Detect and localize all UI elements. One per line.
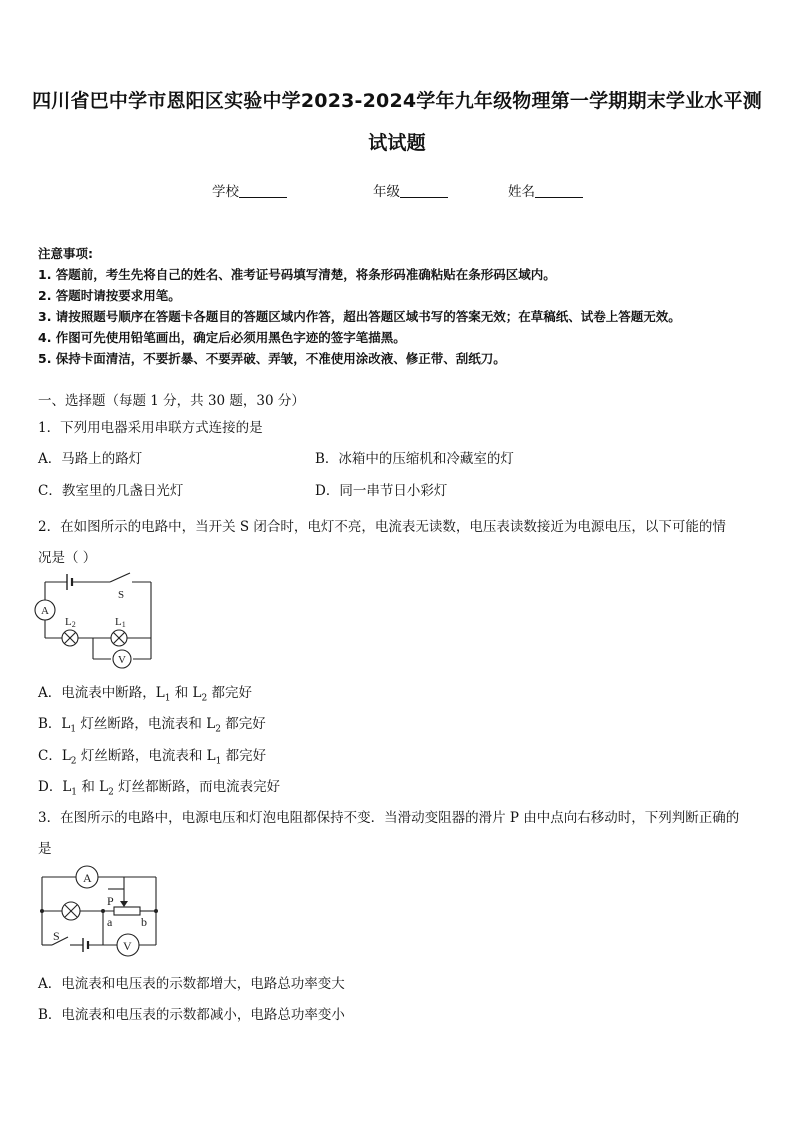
page-title-line2: 试试题 — [368, 132, 426, 154]
q1-option-d: D．同一串节日小彩灯 — [315, 483, 448, 499]
notice-heading: 注意事项: — [38, 246, 93, 261]
page-title-line1: 四川省巴中学市恩阳区实验中学2023-2024学年九年级物理第一学期期末学业水平测 — [32, 90, 762, 112]
q2-option-c: C．$L_2$ 灯丝断路，电流表和 $L_1$ 都完好 — [38, 748, 267, 767]
q3-end-a-label: a — [107, 915, 113, 929]
q2-stem-line1: 2．在如图所示的电路中，当开关 S 闭合时，电灯不亮，电流表无读数，电压表读数接近为电源电压，以下可能的情 — [38, 519, 726, 535]
q2-lamp1-label: L1 — [115, 616, 126, 629]
q3-voltmeter-label: V — [123, 939, 132, 953]
notice-item: 2. 答题时请按要求用笔。 — [38, 288, 181, 303]
q1-option-a: A．马路上的路灯 — [38, 451, 143, 467]
q1-option-b: B．冰箱中的压缩机和冷藏室的灯 — [315, 451, 514, 467]
q3-ammeter-label: A — [83, 871, 92, 885]
name-label: 姓名 — [508, 184, 535, 200]
q2-option-d: D．$L_1$ 和 $L_2$ 灯丝都断路，而电流表完好 — [38, 779, 281, 798]
q3-switch-label: S — [53, 929, 60, 943]
section-heading: 一、选择题（每题 1 分，共 30 题，30 分） — [38, 393, 305, 409]
notice-item: 4. 作图可先使用铅笔画出，确定后必须用黑色字迹的签字笔描黑。 — [38, 330, 406, 345]
notice-item: 3. 请按照题号顺序在答题卡各题目的答题区域内作答，超出答题区域书写的答案无效；在草稿纸、试卷上答题无效。 — [38, 309, 681, 324]
q3-circuit-diagram — [38, 864, 162, 962]
q1-stem: 1．下列用电器采用串联方式连接的是 — [38, 420, 263, 436]
school-field — [212, 180, 287, 200]
q2-stem-line2: 况是（ ） — [38, 550, 97, 566]
grade-field — [373, 180, 448, 200]
q2-voltmeter-label: V — [118, 654, 126, 666]
q3-option-b: B．电流表和电压表的示数都减小，电路总功率变小 — [38, 1007, 345, 1023]
q2-circuit-diagram — [34, 572, 156, 668]
q3-slider-label: P — [107, 894, 114, 908]
q2-lamp2-label: L2 — [65, 616, 76, 629]
q2-option-b: B．$L_1$ 灯丝断路，电流表和 $L_2$ 都完好 — [38, 716, 266, 735]
q2-switch-label: S — [118, 589, 125, 601]
grade-blank — [400, 184, 448, 198]
q3-stem-line2: 是 — [38, 841, 52, 857]
school-blank — [239, 184, 287, 198]
q3-option-a: A．电流表和电压表的示数都增大，电路总功率变大 — [38, 976, 345, 992]
q3-end-b-label: b — [141, 915, 147, 929]
q3-stem-line1: 3．在图所示的电路中，电源电压和灯泡电阻都保持不变．当滑动变阻器的滑片 P 由中点向右移动时，下列判断正确的 — [38, 810, 740, 826]
q2-ammeter-label: A — [41, 605, 49, 617]
q1-option-c: C．教室里的几盏日光灯 — [38, 483, 184, 499]
notice-item: 1. 答题前，考生先将自己的姓名、准考证号码填写清楚，将条形码准确粘贴在条形码区域内。 — [38, 267, 556, 282]
grade-label: 年级 — [373, 184, 400, 200]
school-label: 学校 — [212, 184, 239, 200]
name-field — [508, 180, 583, 200]
notice-item: 5. 保持卡面清洁，不要折暴、不要弄破、弄皱，不准使用涂改液、修正带、刮纸刀。 — [38, 351, 506, 366]
name-blank — [535, 184, 583, 198]
q2-option-a: A．电流表中断路，$L_1$ 和 $L_2$ 都完好 — [38, 685, 253, 704]
